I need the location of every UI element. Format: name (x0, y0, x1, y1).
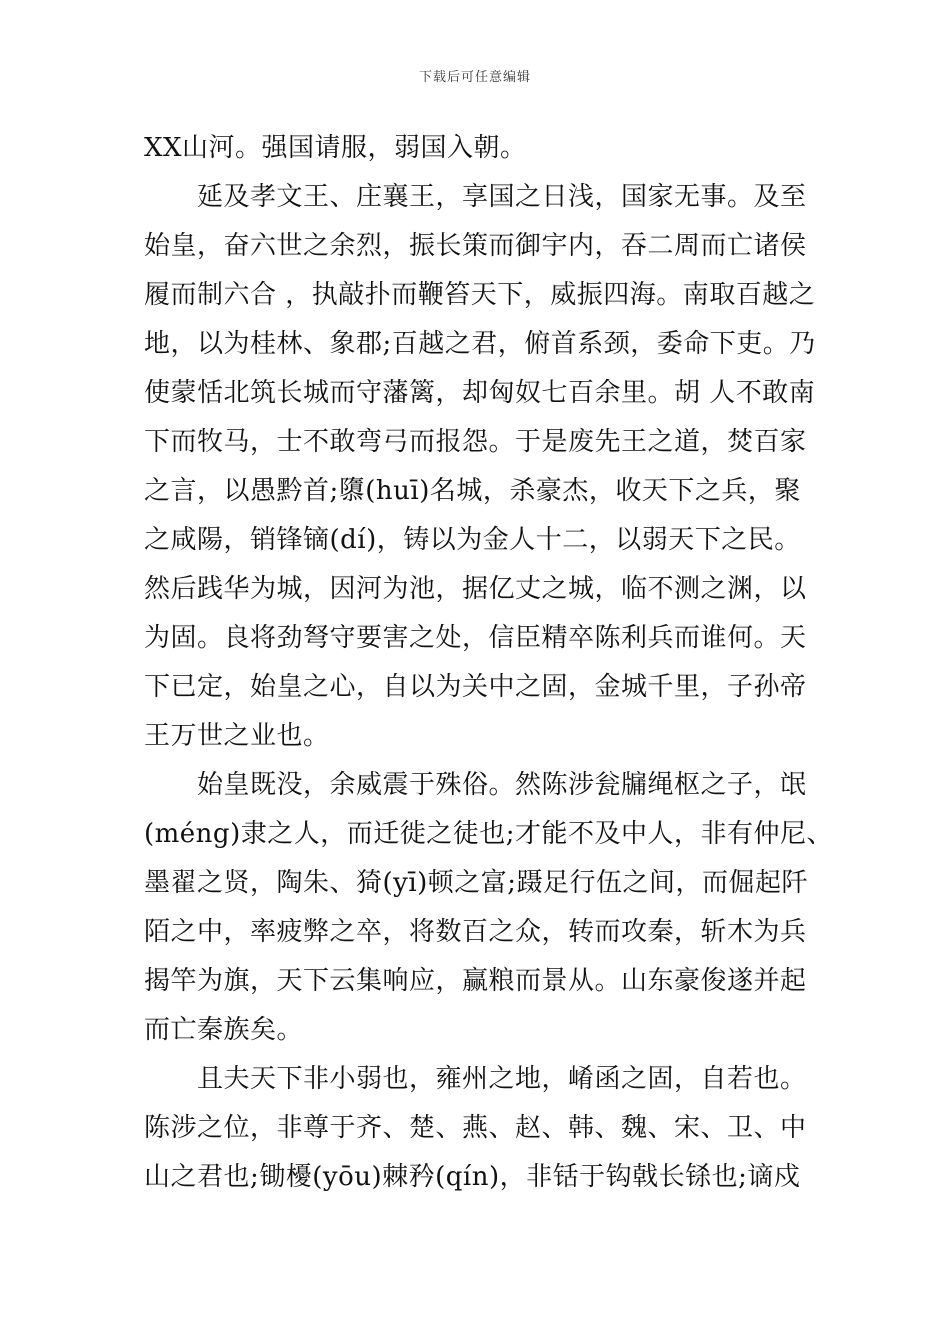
text-line: 延及孝文王、庄襄王，享国之日浅，国家无事。及至 (144, 182, 807, 212)
text-line: 下已定，始皇之心，自以为关中之固，金城千里，子孙帝 (144, 672, 807, 702)
text-line: (méng)隶之人，而迁徙之徒也;才能不及中人，非有仲尼、 (144, 819, 833, 849)
text-line: 为固。良将劲弩守要害之处，信臣精卒陈利兵而谁何。天 (144, 623, 807, 653)
text-line: 使蒙恬北筑长城而守藩篱，却匈奴七百余里。胡 人不敢南 (144, 378, 816, 408)
text-line: 而亡秦族矣。 (144, 1015, 304, 1045)
text-line: 履而制六合 ，执敲扑而鞭笞天下，威振四海。南取百越之 (144, 280, 816, 310)
page-header: 下载后可任意编辑 (418, 70, 531, 85)
text-line: XX山河。强国请服，弱国入朝。 (144, 133, 527, 163)
text-line: 下而牧马，士不敢弯弓而报怨。于是废先王之道，焚百家 (144, 427, 807, 457)
text-line: 然后践华为城，因河为池，据亿丈之城，临不测之渊，以 (144, 574, 807, 604)
text-line: 始皇既没，余威震于殊俗。然陈涉瓮牖绳枢之子，氓 (144, 770, 807, 800)
document-body (144, 124, 833, 1202)
text-line: 之咸陽，销锋镝(dí)，铸以为金人十二，以弱天下之民。 (144, 525, 801, 555)
text-line: 陌之中，率疲弊之卒，将数百之众，转而攻秦，斩木为兵 (144, 917, 807, 947)
text-line: 且夫天下非小弱也，雍州之地，崤函之固，自若也。 (144, 1064, 807, 1094)
text-line: 始皇，奋六世之余烈，振长策而御宇内，吞二周而亡诸侯 (144, 231, 807, 261)
text-line: 地，以为桂林、象郡;百越之君，俯首系颈，委命下吏。乃 (144, 329, 816, 359)
text-line: 之言，以愚黔首;隳(huī)名城，杀豪杰，收天下之兵，聚 (144, 476, 801, 506)
text-line: 陈涉之位，非尊于齐、楚、燕、赵、韩、魏、宋、卫、中 (144, 1113, 807, 1143)
text-line: 王万世之业也。 (144, 721, 330, 751)
text-line: 揭竿为旗，天下云集响应，赢粮而景从。山东豪俊遂并起 (144, 966, 807, 996)
text-line: 墨翟之贤，陶朱、猗(yī)顿之富;蹑足行伍之间，而倔起阡 (144, 868, 809, 898)
text-line: 山之君也;锄櫌(yōu)棘矜(qín)，非铦于钩戟长铩也;谪戍 (144, 1162, 801, 1192)
